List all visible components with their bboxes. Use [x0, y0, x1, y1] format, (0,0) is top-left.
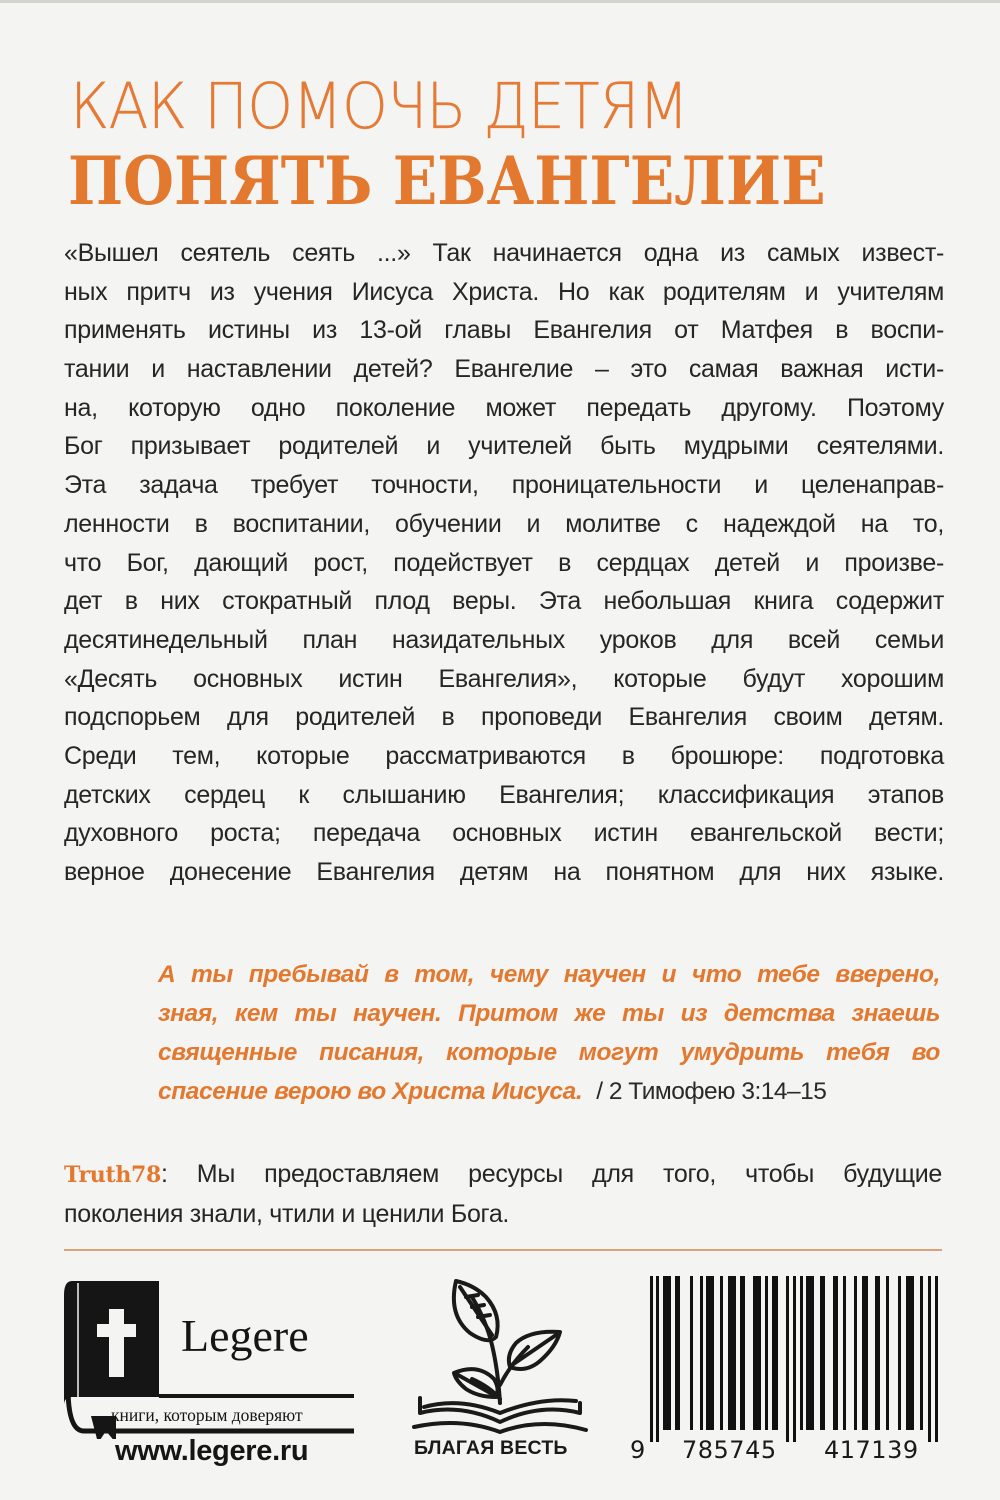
quote-line: спасение верою во Христа Иисуса. — [158, 1078, 583, 1105]
description-line: Бог призывает родителей и учителей быть мудрыми сеятелями. — [64, 432, 944, 461]
description-line: детских сердец к слышанию Евангелия; классификация этапов — [64, 780, 944, 809]
quote-line: священные писания, которые могут умудрить тебя во — [158, 1039, 940, 1066]
mission-statement — [64, 1154, 942, 1234]
description-line: ленности в воспитании, обучении и молитве с надеждой на то, — [64, 509, 944, 538]
isbn-digits-left: 785745 — [682, 1436, 777, 1464]
legere-logo — [64, 1279, 364, 1469]
isbn-digit-prefix: 9 — [630, 1436, 646, 1464]
isbn-barcode — [628, 1276, 948, 1476]
description-line: Эта задача требует точности, проницательности и целенаправ- — [64, 471, 944, 500]
description-line: верное донесение Евангелия детям на понятном для них языке. — [64, 858, 944, 886]
description-line: подспорьем для родителей в проповеди Евангелия своим детям. — [64, 703, 944, 732]
blagaya-vest-logo — [400, 1275, 600, 1475]
sprout-from-open-book-icon — [400, 1275, 600, 1435]
mission-line-1 — [64, 1154, 942, 1194]
description-line: «Вышел сеятель сеять ...» Так начинается одна из самых извест- — [64, 239, 944, 267]
description-line: духовного роста; передача основных истин евангельской вести; — [64, 819, 944, 848]
description-line: дет в них стократный плод веры. Эта небольшая книга содержит — [64, 587, 944, 616]
legere-tagline: книги, которым доверяют — [111, 1405, 303, 1425]
description-line: ных притч из учения Иисуса Христа. Но как родителям и учителям — [64, 277, 944, 306]
description-line: применять истины из 13-ой главы Евангелия от Матфея в воспи- — [64, 316, 944, 345]
divider — [64, 1249, 942, 1251]
description-line: тании и наставлении детей? Евангелие – это самая важная исти- — [64, 355, 944, 384]
quote-line-last — [158, 1072, 940, 1111]
barcode-bars — [628, 1276, 948, 1446]
mission-line-2: поколения знали, чтили и ценили Бога. — [64, 1200, 510, 1228]
description-line: десятинедельный план назидательных уроков для всей семьи — [64, 625, 944, 654]
description-line: «Десять основных истин Евангелия», которые будут хорошим — [64, 664, 944, 693]
legere-name: Legere — [181, 1310, 309, 1361]
title-line-2: ПОНЯТЬ ЕВАНГЕЛИЕ — [68, 142, 826, 220]
scripture-reference: / 2 Тимофею 3:14–15 — [596, 1078, 827, 1105]
blagaya-vest-name: БЛАГАЯ ВЕСТЬ — [414, 1437, 568, 1459]
legere-url: www.legere.ru — [115, 1435, 309, 1467]
description-line: что Бог, дающий рост, подействует в сердцах детей и произве- — [64, 548, 944, 577]
scripture-quote — [158, 955, 940, 1111]
description-line: Среди тем, которые рассматриваются в брошюре: подготовка — [64, 741, 944, 770]
mission-text: : Мы предоставляем ресурсы для того, чтобы будущие — [161, 1160, 942, 1188]
quote-line: А ты пребывай в том, чему научен и что тебе вверено, — [158, 961, 940, 988]
quote-line: зная, кем ты научен. Притом же ты из детства знаешь — [158, 1000, 940, 1027]
isbn-digits-right: 417139 — [824, 1436, 919, 1464]
truth78-brand: Truth78 — [64, 1162, 162, 1188]
title-line-1: КАК ПОМОЧЬ ДЕТЯМ — [70, 70, 689, 143]
book-description — [64, 234, 944, 892]
description-line: на, которую одно поколение может передать другому. Поэтому — [64, 393, 944, 422]
